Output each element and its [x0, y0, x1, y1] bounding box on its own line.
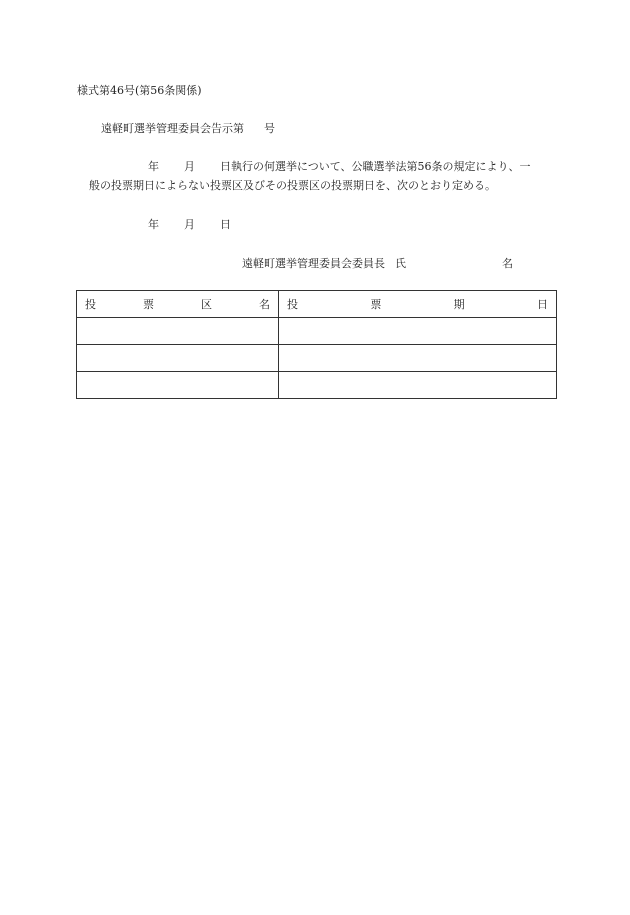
- table-row: [77, 372, 557, 399]
- table-cell-district: [77, 372, 279, 399]
- table-cell-date: [279, 318, 557, 345]
- table-cell-district: [77, 345, 279, 372]
- header-polling-district-name: [77, 291, 279, 318]
- table-header-row: [77, 291, 557, 318]
- header-char: 票: [143, 298, 154, 311]
- form-number: 様式第46号(第56条関係): [77, 84, 202, 97]
- issue-date-year: 年: [148, 218, 159, 231]
- header-char: 期: [453, 298, 465, 311]
- body-month-label: 月: [184, 160, 195, 173]
- header-char: 投: [85, 298, 96, 311]
- body-year-label: 年: [148, 160, 159, 173]
- signer-line: [242, 257, 513, 271]
- header-char: 区: [201, 298, 212, 311]
- signer-name-label-1: 氏: [395, 257, 406, 270]
- notice-title-suffix: 号: [264, 122, 275, 135]
- table-cell-district: [77, 318, 279, 345]
- notice-title-prefix: 遠軽町選挙管理委員会告示第: [101, 122, 244, 135]
- body-text-line-1: [148, 160, 531, 174]
- issue-date-day: 日: [220, 218, 231, 231]
- header-char: 票: [370, 298, 382, 311]
- notice-title: [101, 122, 275, 136]
- header-char: 名: [259, 298, 270, 311]
- header-polling-date: [279, 291, 557, 318]
- signer-title: 遠軽町選挙管理委員会委員長: [242, 257, 385, 270]
- signer-name-label-2: 名: [502, 257, 513, 270]
- table-cell-date: [279, 345, 557, 372]
- issue-date-month: 月: [184, 218, 195, 231]
- table-cell-date: [279, 372, 557, 399]
- body-text-line-2: 般の投票期日によらない投票区及びその投票区の投票期日を、次のとおり定める。: [89, 179, 496, 192]
- table-row: [77, 345, 557, 372]
- issue-date-line: [148, 218, 231, 232]
- table-row: [77, 318, 557, 345]
- body-line1-rest: 日執行の何選挙について、公職選挙法第56条の規定により、一: [220, 160, 531, 173]
- header-char: 投: [287, 298, 298, 311]
- polling-district-table: [76, 290, 557, 399]
- header-char: 日: [536, 298, 548, 311]
